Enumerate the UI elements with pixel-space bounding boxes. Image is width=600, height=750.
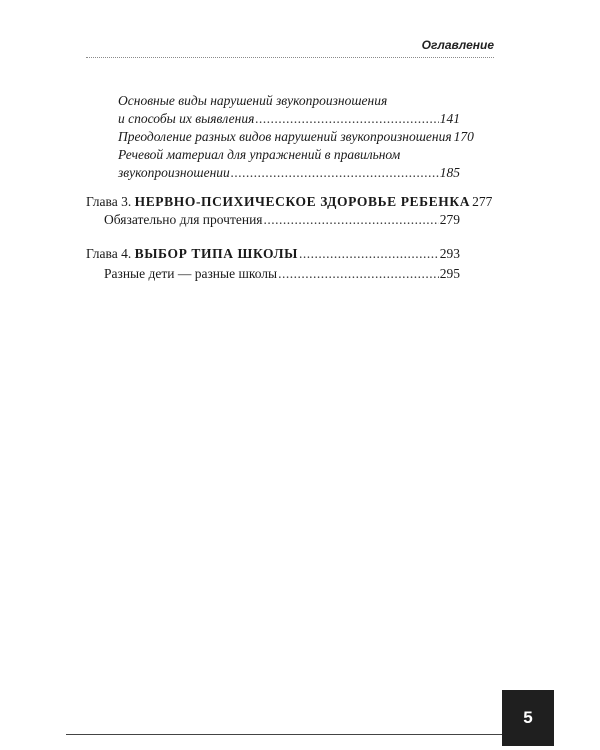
toc-entry-text: Обязательно для прочтения: [104, 212, 263, 227]
toc-entry: [104, 265, 460, 283]
toc-page-number: 293: [439, 246, 460, 261]
toc-entry-line: [118, 146, 460, 164]
toc-entry-text: Преодоление разных видов нарушений звукопроизношения: [118, 129, 452, 144]
chapter-heading: [86, 245, 298, 263]
toc-entry: [104, 211, 460, 229]
toc-entry-text: Разные дети — разные школы: [104, 266, 278, 281]
page-number: 5: [523, 708, 533, 727]
page-number-tab: [502, 690, 554, 746]
toc-chapter-3: [86, 193, 493, 211]
toc-page-number: 170: [453, 129, 474, 144]
chapter-heading: [86, 193, 470, 211]
toc-entry-text: Речевой материал для упражнений в правильном: [118, 147, 401, 162]
toc-entry-text: и способы их выявления: [118, 111, 255, 126]
chapter-number: Глава 4.: [86, 246, 132, 261]
toc-entry-line: [118, 92, 460, 110]
toc-page-number: 295: [439, 266, 460, 281]
dot-leader: [278, 265, 439, 283]
toc-entry: [118, 164, 460, 182]
toc-page-number: 277: [472, 194, 493, 209]
toc-page-number: 185: [439, 165, 460, 180]
dot-leader: [255, 110, 438, 128]
header-rule: [86, 57, 494, 58]
dot-leader: [264, 211, 439, 229]
chapter-title: ВЫБОР ТИПА ШКОЛЫ: [134, 246, 298, 261]
footer-rule: [66, 734, 502, 735]
running-head: Оглавление: [421, 38, 494, 52]
toc-page-number: 279: [439, 212, 460, 227]
toc-page-number: 141: [439, 111, 460, 126]
chapter-title: НЕРВНО-ПСИХИЧЕСКОЕ ЗДОРОВЬЕ РЕБЕНКА: [134, 194, 471, 209]
toc-entry: [118, 128, 474, 146]
toc-entry: [118, 110, 460, 128]
toc-chapter-4: [86, 245, 460, 263]
chapter-number: Глава 3.: [86, 194, 132, 209]
toc-entry-text: звукопроизношении: [118, 165, 230, 180]
dot-leader: [231, 164, 439, 182]
dot-leader: [299, 245, 439, 263]
toc-entry-text: Основные виды нарушений звукопроизношения: [118, 93, 388, 108]
